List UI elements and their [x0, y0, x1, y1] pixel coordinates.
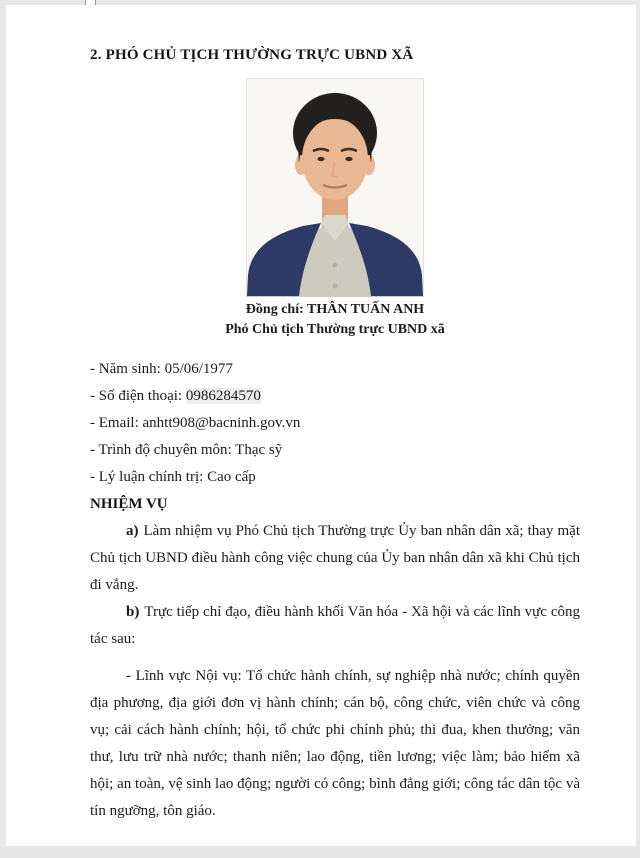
duty-b-marker: b) — [126, 604, 140, 620]
duty-paragraph-b — [90, 599, 580, 653]
detail-education-value: Thạc sỹ — [235, 442, 283, 458]
duty-paragraph-noi-vu: - Lĩnh vực Nội vụ: Tổ chức hành chính, sự nghiệp nhà nước; chính quyền địa phương, địa giới đơn vị hành chính; cán bộ, công chức, viên chức và công vụ; cải cách hành chính; hội, tổ chức phi chính phủ; thi đua, khen thưởng; văn thư, lưu trữ nhà nước; thanh niên; lao động, tiền lương; việc làm; bảo hiểm xã hội; an toàn, vệ sinh lao động; người có công; bình đẳng giới; công tác dân tộc và tín ngưỡng, tôn giáo. — [90, 668, 580, 819]
eye-right — [345, 157, 352, 161]
eye-left — [317, 157, 324, 161]
duty-b-text: Trực tiếp chỉ đạo, điều hành khối Văn hóa - Xã hội và các lĩnh vực công tác sau: — [90, 604, 580, 647]
photo-caption — [90, 300, 580, 340]
duty-a-text: Làm nhiệm vụ Phó Chủ tịch Thường trực Ủy ban nhân dân xã; thay mặt Chủ tịch UBND điều hành công việc chung của Ủy ban nhân dân xã khi Chủ tịch đi vắng. — [90, 523, 580, 593]
detail-birthdate — [90, 356, 580, 383]
detail-email-value: anhtt908@bacninh.gov.vn — [142, 415, 301, 431]
detail-phone-value: 0986284570 — [185, 388, 261, 404]
detail-politics-label: - Lý luận chính trị: — [90, 469, 208, 485]
caption-role: Phó Chủ tịch Thường trực UBND xã — [225, 322, 445, 337]
detail-birthdate-value: 05/06/1977 — [164, 361, 233, 377]
duty-a-marker: a) — [126, 523, 139, 539]
shirt-button-top — [333, 263, 338, 268]
portrait-photo-container — [246, 78, 424, 297]
personal-details — [90, 356, 580, 491]
page-title: 2. PHÓ CHỦ TỊCH THƯỜNG TRỰC UBND XÃ — [90, 47, 414, 63]
detail-politics-value: Cao cấp — [207, 469, 256, 485]
duties-heading: NHIỆM VỤ — [90, 496, 168, 512]
caption-name: Đồng chí: THÂN TUẤN ANH — [245, 302, 425, 317]
document-page — [6, 5, 636, 846]
detail-phone-label: - Số điện thoại: — [90, 388, 186, 404]
detail-email — [90, 410, 580, 437]
duty-paragraph-a — [90, 518, 580, 599]
detail-education-label: - Trình độ chuyên môn: — [90, 442, 236, 458]
detail-email-label: - Email: — [90, 415, 143, 431]
detail-birthdate-label: - Năm sinh: — [90, 361, 165, 377]
detail-education — [90, 437, 580, 464]
shirt-button-bottom — [333, 284, 338, 289]
detail-politics — [90, 464, 580, 491]
portrait-photo — [246, 78, 424, 297]
detail-phone — [90, 383, 580, 410]
